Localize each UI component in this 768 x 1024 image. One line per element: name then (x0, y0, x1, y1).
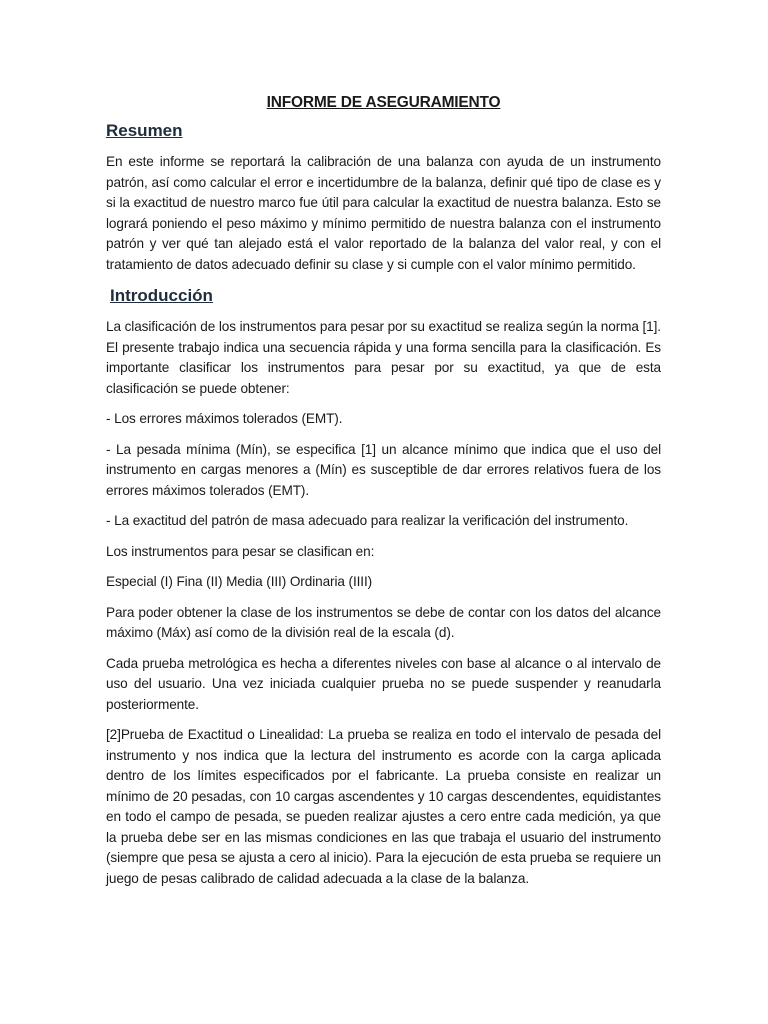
section-heading-introduccion: Introducción (110, 286, 213, 305)
intro-paragraph-prueba-exactitud: [2]Prueba de Exactitud o Linealidad: La prueba se realiza en todo el intervalo de pesada del instrumento y nos indica que la lectura del instrumento es acorde con la carga aplicada dentro de los límites especificados por el fabricante. La prueba consiste en realizar un mínimo de 20 pesadas, con 10 cargas ascendentes y 10 cargas descendentes, equidistantes en todo el campo de pesada, se pueden realizar ajustes a cero entre cada medición, ya que la prueba debe ser en las mismas condiciones en las que trabaja el usuario del instrumento (siempre que pesa se ajusta a cero al inicio). Para la ejecución de esta prueba se requiere un juego de pesas calibrado de calidad adecuada a la clase de la balanza. (106, 727, 661, 886)
intro-paragraph-clasifican: Los instrumentos para pesar se clasifican en: (106, 543, 375, 559)
document-page (106, 92, 661, 899)
intro-bullet-emt: - Los errores máximos tolerados (EMT). (106, 411, 343, 426)
intro-paragraph-obtener-clase: Para poder obtener la clase de los instrumentos se debe de contar con los datos del alcance máximo (Máx) así como de la división real de la escala (d). (106, 604, 661, 640)
intro-paragraph-1: La clasificación de los instrumentos para pesar por su exactitud se realiza según la norma [1]. El presente trabajo indica una secuencia rápida y una forma sencilla para la clasificación. Es importante clasificar los instrumentos para pesar por su exactitud, ya que de esta clasificación se puede obtener: (106, 319, 661, 396)
document-title: INFORME DE ASEGURAMIENTO (266, 94, 501, 111)
section-heading-resumen: Resumen (106, 121, 183, 140)
resumen-paragraph: En este informe se reportará la calibración de una balanza con ayuda de un instrumento patrón, así como calcular el error e incertidumbre de la balanza, definir qué tipo de clase es y si la exactitud de nuestro marco fue útil para calcular la exactitud de nuestra balanza. Esto se logrará poniendo el peso máximo y mínimo permitido de nuestra balanza con el instrumento patrón y ver qué tan alejado está el valor reportado de la balanza del valor real, y con el tratamiento de datos adecuado definir su clase y si cumple con el valor mínimo permitido. (106, 154, 661, 272)
intro-paragraph-clases: Especial (I) Fina (II) Media (III) Ordinaria (IIII) (106, 574, 373, 589)
intro-bullet-exactitud-patron: - La exactitud del patrón de masa adecuado para realizar la verificación del instrumento. (106, 513, 629, 528)
intro-bullet-pesada-minima: - La pesada mínima (Mín), se especifica [1] un alcance mínimo que indica que el uso del instrumento en cargas menores a (Mín) es susceptible de dar errores relativos fuera de los errores máximos tolerados (EMT). (106, 441, 661, 498)
intro-paragraph-prueba-metrologica: Cada prueba metrológica es hecha a diferentes niveles con base al alcance o al intervalo de uso del usuario. Una vez iniciada cualquier prueba no se puede suspender y reanudarla posteriormente. (106, 655, 661, 712)
